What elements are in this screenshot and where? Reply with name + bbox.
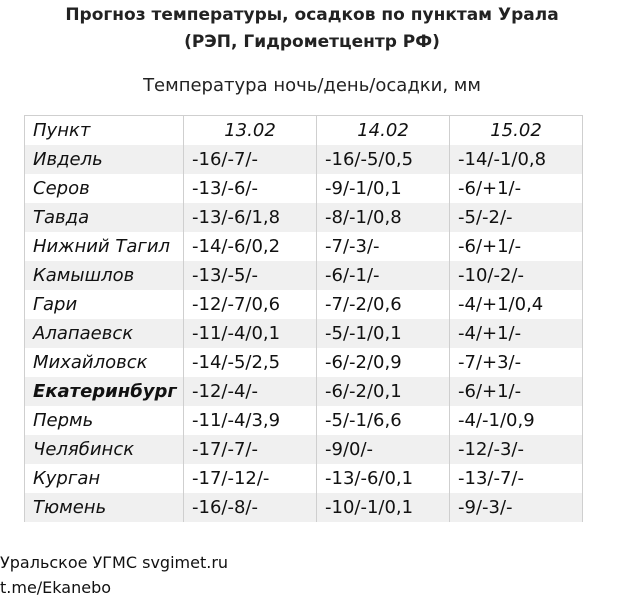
title-line-2: (РЭП, Гидрометцентр РФ) bbox=[184, 32, 440, 52]
forecast-cell: -6/+1/- bbox=[450, 377, 583, 406]
forecast-cell: -10/-1/0,1 bbox=[317, 493, 450, 522]
city-cell: Алапаевск bbox=[25, 319, 184, 348]
forecast-cell: -7/+3/- bbox=[450, 348, 583, 377]
forecast-cell: -6/+1/- bbox=[450, 232, 583, 261]
city-cell: Пермь bbox=[25, 406, 184, 435]
table-row-highlighted bbox=[25, 377, 583, 406]
table-row bbox=[25, 348, 583, 377]
forecast-cell: -13/-5/- bbox=[184, 261, 317, 290]
city-cell: Екатеринбург bbox=[25, 377, 184, 406]
city-cell: Тюмень bbox=[25, 493, 184, 522]
forecast-cell: -9/0/- bbox=[317, 435, 450, 464]
city-cell: Челябинск bbox=[25, 435, 184, 464]
forecast-cell: -10/-2/- bbox=[450, 261, 583, 290]
city-cell: Курган bbox=[25, 464, 184, 493]
footer-source: Уральское УГМС svgimet.ru bbox=[0, 553, 229, 572]
forecast-table bbox=[24, 115, 583, 522]
forecast-cell: -13/-6/- bbox=[184, 174, 317, 203]
page-title bbox=[0, 2, 624, 56]
city-cell: Тавда bbox=[25, 203, 184, 232]
forecast-cell: -14/-1/0,8 bbox=[450, 145, 583, 174]
forecast-cell: -16/-8/- bbox=[184, 493, 317, 522]
forecast-cell: -11/-4/0,1 bbox=[184, 319, 317, 348]
forecast-cell: -5/-1/6,6 bbox=[317, 406, 450, 435]
forecast-cell: -11/-4/3,9 bbox=[184, 406, 317, 435]
table-row bbox=[25, 145, 583, 174]
table-subtitle: Температура ночь/день/осадки, мм bbox=[143, 75, 481, 96]
city-cell: Гари bbox=[25, 290, 184, 319]
forecast-cell: -17/-7/- bbox=[184, 435, 317, 464]
forecast-cell: -4/+1/0,4 bbox=[450, 290, 583, 319]
forecast-cell: -14/-5/2,5 bbox=[184, 348, 317, 377]
footer-link: t.me/Ekanebo bbox=[0, 578, 112, 597]
city-cell: Ивдель bbox=[25, 145, 184, 174]
forecast-cell: -13/-6/0,1 bbox=[317, 464, 450, 493]
city-cell: Камышлов bbox=[25, 261, 184, 290]
table-row bbox=[25, 406, 583, 435]
table-row bbox=[25, 174, 583, 203]
header-date-1: 13.02 bbox=[184, 116, 317, 146]
forecast-cell: -17/-12/- bbox=[184, 464, 317, 493]
forecast-cell: -4/-1/0,9 bbox=[450, 406, 583, 435]
forecast-cell: -12/-4/- bbox=[184, 377, 317, 406]
header-date-2: 14.02 bbox=[317, 116, 450, 146]
forecast-cell: -12/-3/- bbox=[450, 435, 583, 464]
forecast-cell: -9/-3/- bbox=[450, 493, 583, 522]
city-cell: Серов bbox=[25, 174, 184, 203]
city-cell: Михайловск bbox=[25, 348, 184, 377]
forecast-cell: -13/-6/1,8 bbox=[184, 203, 317, 232]
forecast-cell: -6/-2/0,1 bbox=[317, 377, 450, 406]
table-row bbox=[25, 464, 583, 493]
forecast-cell: -16/-5/0,5 bbox=[317, 145, 450, 174]
table-row bbox=[25, 319, 583, 348]
header-point: Пункт bbox=[25, 116, 184, 146]
forecast-cell: -7/-3/- bbox=[317, 232, 450, 261]
city-cell: Нижний Тагил bbox=[25, 232, 184, 261]
forecast-cell: -14/-6/0,2 bbox=[184, 232, 317, 261]
table-row bbox=[25, 493, 583, 522]
forecast-cell: -5/-1/0,1 bbox=[317, 319, 450, 348]
forecast-cell: -6/+1/- bbox=[450, 174, 583, 203]
title-line-1: Прогноз температуры, осадков по пунктам Урала bbox=[65, 5, 559, 25]
table-row bbox=[25, 290, 583, 319]
forecast-cell: -6/-2/0,9 bbox=[317, 348, 450, 377]
forecast-cell: -8/-1/0,8 bbox=[317, 203, 450, 232]
table-row bbox=[25, 261, 583, 290]
forecast-cell: -6/-1/- bbox=[317, 261, 450, 290]
forecast-cell: -13/-7/- bbox=[450, 464, 583, 493]
forecast-cell: -16/-7/- bbox=[184, 145, 317, 174]
forecast-cell: -12/-7/0,6 bbox=[184, 290, 317, 319]
forecast-cell: -7/-2/0,6 bbox=[317, 290, 450, 319]
forecast-cell: -4/+1/- bbox=[450, 319, 583, 348]
table-header-row bbox=[25, 116, 583, 146]
table-row bbox=[25, 232, 583, 261]
table-row bbox=[25, 203, 583, 232]
forecast-cell: -5/-2/- bbox=[450, 203, 583, 232]
header-date-3: 15.02 bbox=[450, 116, 583, 146]
forecast-cell: -9/-1/0,1 bbox=[317, 174, 450, 203]
table-row bbox=[25, 435, 583, 464]
